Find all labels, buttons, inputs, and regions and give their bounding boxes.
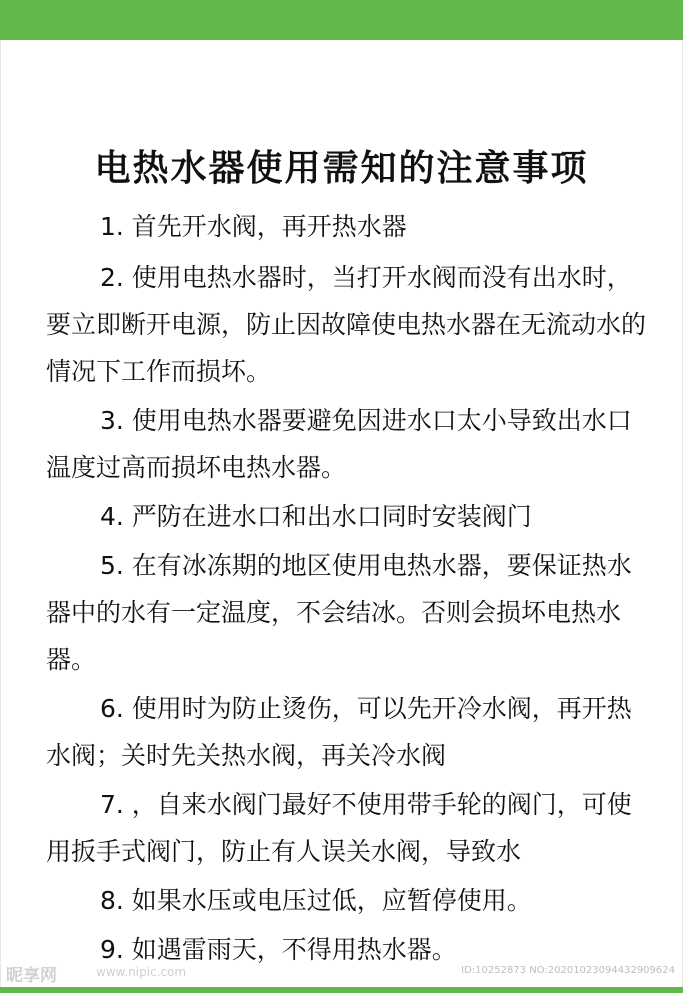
list-item: 6. 使用时为防止烫伤，可以先开冷水阀，再开热水阀；关时先关热水阀，再关冷水阀	[46, 694, 632, 770]
watermark-logo: 昵享网	[6, 966, 57, 986]
list-item: 7. ，自来水阀门最好不使用带手轮的阀门，可使用扳手式阀门，防止有人误关水阀，导致水	[46, 790, 632, 866]
list-item: 9. 如遇雷雨天，不得用热水器。	[100, 935, 457, 964]
notice-list	[46, 203, 646, 973]
list-item: 8. 如果水压或电压过低，应暂停使用。	[100, 886, 532, 915]
list-item: 2. 使用电热水器时，当打开水阀而没有出水时，要立即断开电源，防止因故障使电热水器在无流动水的情况下工作而损坏。	[46, 263, 647, 386]
bottom-green-band	[0, 987, 683, 993]
page-title: 电热水器使用需知的注意事项	[94, 148, 589, 189]
list-item: 5. 在有冰冻期的地区使用电热水器，要保证热水器中的水有一定温度，不会结冰。否则会损坏电热水器。	[46, 551, 632, 674]
list-item: 4. 严防在进水口和出水口同时安装阀门	[100, 502, 532, 531]
watermark-url: www.nipic.com	[96, 965, 187, 979]
list-item: 3. 使用电热水器要避免因进水口太小导致出水口温度过高而损坏电热水器。	[46, 406, 632, 482]
list-item: 1. 首先开水阀，再开热水器	[100, 212, 407, 241]
top-green-band	[0, 0, 683, 40]
watermark-id: ID:10252873 NO:20201023094432909624	[461, 965, 675, 976]
